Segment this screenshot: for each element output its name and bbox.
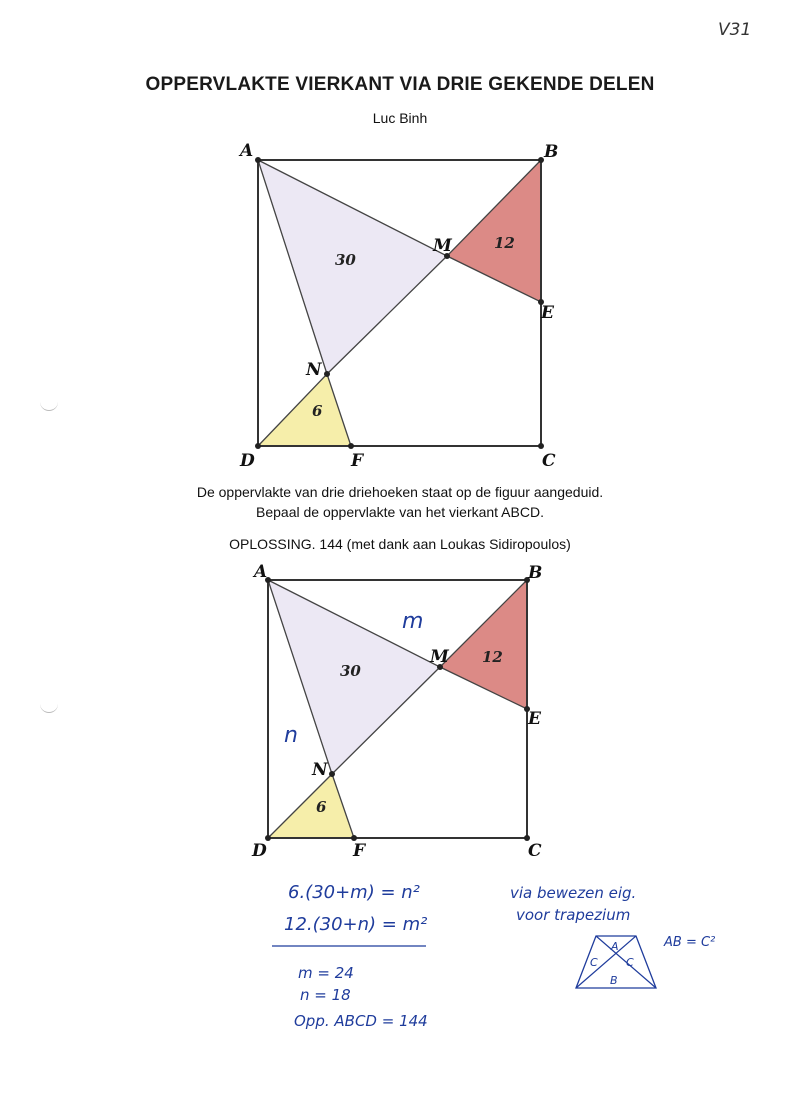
result-m: m = 24 bbox=[298, 964, 354, 982]
label-f: F bbox=[353, 841, 366, 861]
note-line-1: via bewezen eig. bbox=[510, 884, 637, 902]
note-line-2: voor trapezium bbox=[516, 906, 631, 924]
label-c: C bbox=[542, 451, 556, 471]
triangle-dnf bbox=[268, 774, 354, 838]
handwritten-solution bbox=[0, 860, 800, 1040]
problem-line-1: De oppervlakte van drie driehoeken staat op de figuur aangeduid. bbox=[196, 484, 604, 500]
label-d: D bbox=[240, 451, 255, 471]
solution-heading: OPLOSSING. 144 (met dank aan Loukas Sidiropoulos) bbox=[229, 536, 571, 552]
problem-line-2: Bepaal de oppervlakte van het vierkant ABCD. bbox=[256, 504, 544, 520]
area-label-top-right: 12 bbox=[494, 234, 515, 252]
point-n bbox=[329, 771, 335, 777]
area-label-large: 30 bbox=[335, 251, 356, 269]
page-code: V31 bbox=[718, 20, 752, 40]
label-d: D bbox=[252, 841, 267, 861]
hand-label-n: n bbox=[284, 723, 298, 748]
trapezium-formula: AB = C² bbox=[664, 935, 716, 950]
page-title: OPPERVLAKTE VIERKANT VIA DRIE GEKENDE DELEN bbox=[145, 74, 655, 95]
trapezium-sketch bbox=[576, 936, 656, 988]
label-m: M bbox=[430, 647, 449, 667]
result-n: n = 18 bbox=[300, 986, 351, 1004]
result-area: Opp. ABCD = 144 bbox=[294, 1012, 428, 1030]
area-label-top-right: 12 bbox=[482, 648, 503, 666]
label-n: N bbox=[312, 760, 328, 780]
label-m: M bbox=[433, 236, 452, 256]
author: Luc Binh bbox=[372, 110, 428, 126]
area-label-large: 30 bbox=[340, 662, 361, 680]
label-b: B bbox=[544, 142, 559, 162]
trap-label-bottom: B bbox=[610, 974, 618, 987]
triangle-mbe bbox=[440, 580, 527, 709]
label-e: E bbox=[528, 709, 541, 729]
label-e: E bbox=[541, 303, 554, 323]
label-b: B bbox=[528, 563, 543, 583]
trap-label-right: C bbox=[626, 956, 634, 969]
equation-1: 6.(30+m) = n² bbox=[288, 882, 420, 903]
area-label-bottom-left: 6 bbox=[316, 798, 327, 816]
hand-label-m: m bbox=[402, 609, 424, 634]
area-label-bottom-left: 6 bbox=[312, 402, 323, 420]
label-f: F bbox=[351, 451, 364, 471]
label-n: N bbox=[306, 360, 322, 380]
label-a: A bbox=[254, 562, 268, 582]
equation-2: 12.(30+n) = m² bbox=[284, 914, 428, 935]
label-a: A bbox=[240, 141, 254, 161]
label-c: C bbox=[528, 841, 542, 861]
trap-label-top: A bbox=[611, 940, 619, 953]
trap-label-left: C bbox=[590, 956, 598, 969]
